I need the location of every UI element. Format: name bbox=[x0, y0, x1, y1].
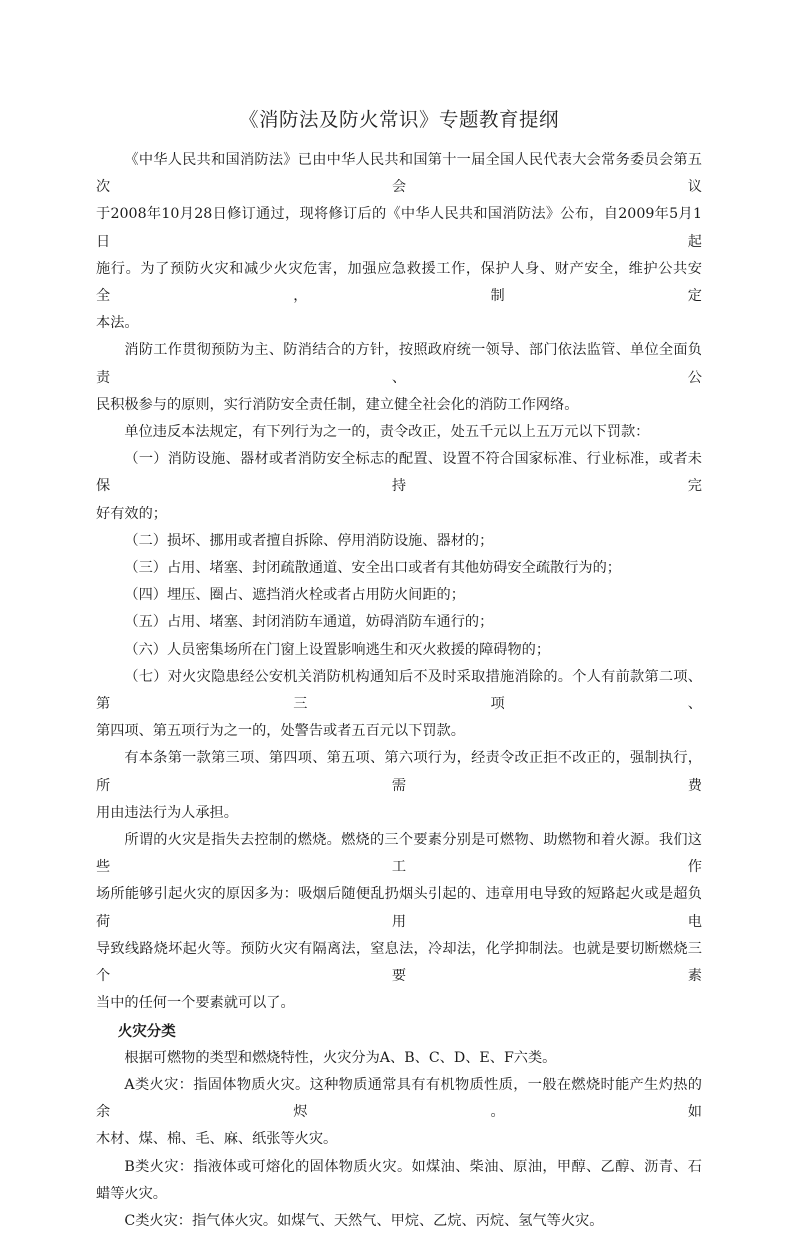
text-line: A类火灾：指固体物质火灾。这种物质通常具有有机物质性质，一般在燃烧时能产生灼热的余烬。如 bbox=[96, 1076, 702, 1121]
text-line: 用由违法行为人承担。 bbox=[96, 804, 238, 821]
paragraph-intro bbox=[96, 147, 702, 337]
text-line: 单位违反本法规定，有下列行为之一的，责令改正，处五千元以上五万元以下罚款： bbox=[124, 424, 650, 441]
list-item-1 bbox=[96, 446, 702, 528]
text-line: 所谓的火灾是指失去控制的燃烧。燃烧的三个要素分别是可燃物、助燃物和着火源。我们这些工作 bbox=[96, 832, 702, 876]
list-item-7 bbox=[96, 664, 702, 746]
document-body bbox=[96, 147, 702, 1235]
text-line: 导致线路烧坏起火等。预防火灾有隔离法，窒息法，冷却法，化学抑制法。也就是要切断燃烧三个要素 bbox=[96, 940, 702, 985]
text-line: 于2008年10月28日修订通过，现将修订后的《中华人民共和国消防法》公布，自2009年5月1日起 bbox=[96, 206, 702, 250]
paragraph-class-a bbox=[96, 1072, 702, 1154]
list-item-6 bbox=[96, 637, 702, 664]
text-line: C类火灾：指气体火灾。如煤气、天然气、甲烷、乙烷、丙烷、氢气等火灾。 bbox=[124, 1212, 604, 1229]
text-line: （四）埋压、圈占、遮挡消火栓或者占用防火间距的； bbox=[124, 587, 465, 604]
paragraph-class-intro bbox=[96, 1045, 702, 1072]
text-line: 好有效的； bbox=[96, 505, 167, 522]
text-line: 当中的任何一个要素就可以了。 bbox=[96, 995, 295, 1012]
paragraph-fire-definition bbox=[96, 827, 702, 1017]
text-line: 有本条第一款第三项、第四项、第五项、第六项行为，经责令改正拒不改正的，强制执行，所需费 bbox=[96, 750, 702, 794]
list-item-5 bbox=[96, 609, 702, 636]
text-line: 消防工作贯彻预防为主、防消结合的方针，按照政府统一领导、部门依法监管、单位全面负责、公 bbox=[96, 342, 702, 386]
text-line: 施行。为了预防火灾和减少火灾危害，加强应急救援工作，保护人身、财产安全，维护公共安全，制定 bbox=[96, 260, 702, 305]
paragraph-enforcement bbox=[96, 745, 702, 827]
text-line: B类火灾：指液体或可熔化的固体物质火灾。如煤油、柴油、原油，甲醇、乙醇、沥青、石蜡等火灾。 bbox=[96, 1158, 702, 1202]
text-line: 《中华人民共和国消防法》已由中华人民共和国第十一届全国人民代表大会常务委员会第五次会议 bbox=[96, 152, 702, 196]
list-item-4 bbox=[96, 582, 702, 609]
section-heading: 火灾分类 bbox=[117, 1022, 176, 1040]
text-line: 第四项、第五项行为之一的，处警告或者五百元以下罚款。 bbox=[96, 723, 465, 740]
list-item-3 bbox=[96, 555, 702, 582]
paragraph-principle bbox=[96, 337, 702, 419]
document-title: 《消防法及防火常识》专题教育提纲 bbox=[238, 108, 559, 131]
text-line: （二）损坏、挪用或者擅自拆除、停用消防设施、器材的； bbox=[124, 532, 494, 549]
text-line: （七）对火灾隐患经公安机关消防机构通知后不及时采取措施消除的。个人有前款第二项、第三项、 bbox=[96, 668, 702, 713]
text-line: （五）占用、堵塞、封闭消防车通道，妨碍消防车通行的； bbox=[124, 614, 494, 631]
paragraph-class-c bbox=[96, 1208, 702, 1235]
text-line: 场所能够引起火灾的原因多为：吸烟后随便乱扔烟头引起的、违章用电导致的短路起火或是超负荷用电 bbox=[96, 886, 702, 930]
text-line: 民积极参与的原则，实行消防安全责任制，建立健全社会化的消防工作网络。 bbox=[96, 396, 579, 413]
text-line: 本法。 bbox=[96, 315, 139, 332]
paragraph-penalty-intro bbox=[96, 419, 702, 446]
text-line: （六）人员密集场所在门窗上设置影响逃生和灭火救援的障碍物的； bbox=[124, 641, 551, 658]
text-line: 木材、煤、棉、毛、麻、纸张等火灾。 bbox=[96, 1131, 338, 1148]
text-line: （一）消防设施、器材或者消防安全标志的配置、设置不符合国家标准、行业标准，或者未保持完 bbox=[96, 451, 702, 495]
text-line: 根据可燃物的类型和燃烧特性，火灾分为A、B、C、D、E、F六类。 bbox=[124, 1049, 557, 1066]
paragraph-class-b bbox=[96, 1154, 702, 1208]
text-line: （三）占用、堵塞、封闭疏散通道、安全出口或者有其他妨碍安全疏散行为的； bbox=[124, 560, 621, 577]
list-item-2 bbox=[96, 528, 702, 555]
